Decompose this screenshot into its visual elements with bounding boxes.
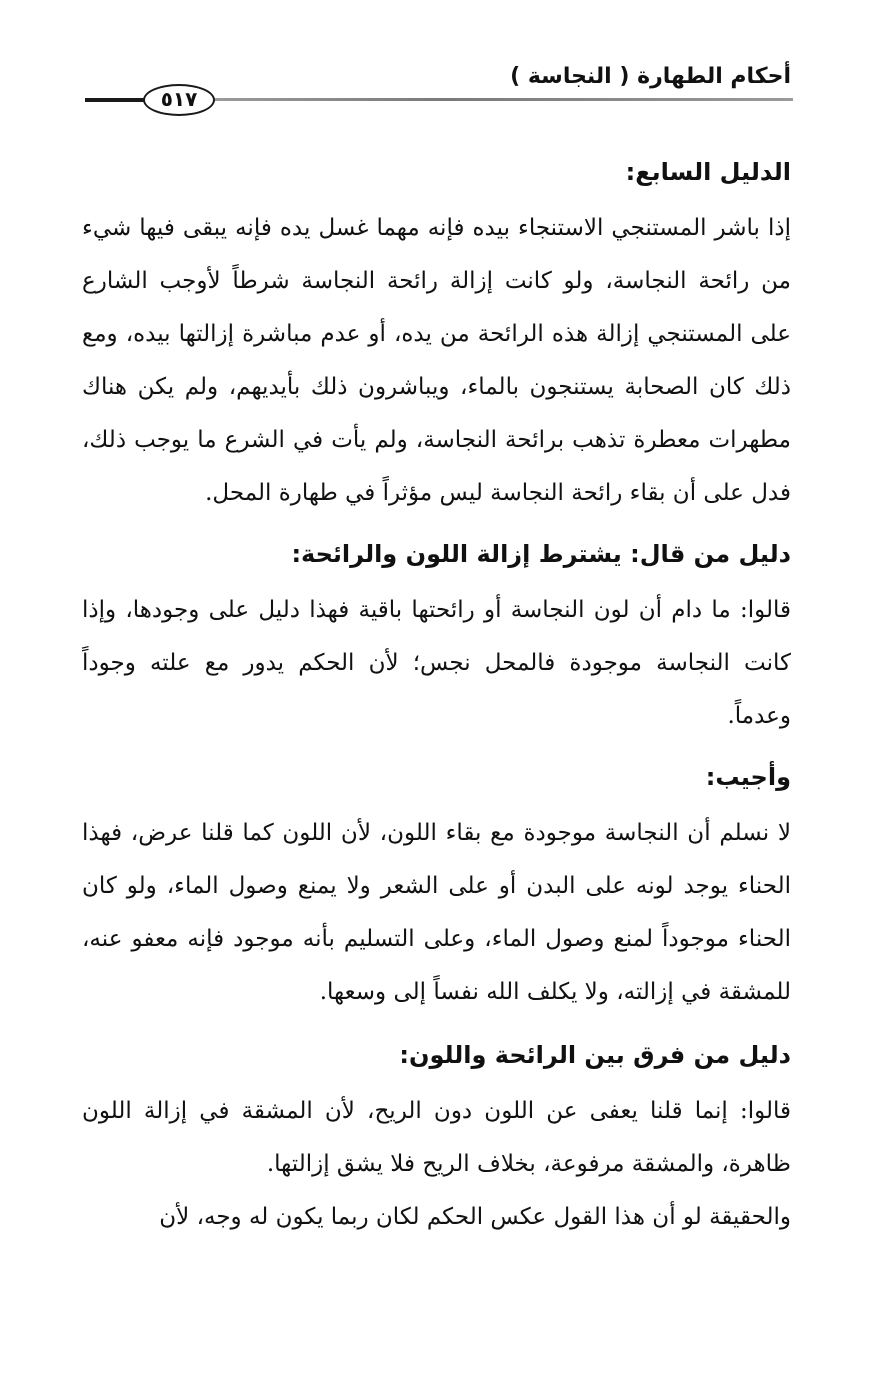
section-heading-distinction: دليل من فرق بين الرائحة واللون:: [399, 1041, 791, 1069]
header-rule-accent: [85, 98, 147, 102]
page-number: ٥١٧: [143, 84, 215, 116]
page-body: [82, 150, 791, 1244]
paragraph: إذا باشر المستنجي الاستنجاء بيده فإنه مهما غسل يده فإنه يبقى فيها شيء من رائحة النجاسة، ولو كانت إزالة رائحة النجاسة شرطاً لأوجب الشارع على المستنجي إزالة هذه الرائحة من يده، أو عدم مباشرة إزالتها بيده، ومع ذلك كان الصحابة يستنجون بالماء، ويباشرون ذلك بأيديهم، ولم يكن هناك مطهرات معطرة تذهب برائحة النجاسة، ولم يأت في الشرع ما يوجب ذلك، فدل على أن بقاء رائحة النجاسة ليس مؤثراً في طهارة المحل.: [82, 215, 791, 506]
paragraph: قالوا: ما دام أن لون النجاسة أو رائحتها باقية فهذا دليل على وجودها، وإذا كانت النجاسة موجودة فالمحل نجس؛ لأن الحكم يدور مع علته وجوداً وعدماً.: [82, 597, 791, 729]
section-heading-seventh-evidence: الدليل السابع:: [625, 158, 791, 186]
section-heading-reply: وأجيب:: [705, 763, 791, 791]
section-heading-color-and-smell: دليل من قال: يشترط إزالة اللون والرائحة:: [291, 540, 791, 568]
running-title: أحكام الطهارة ( النجاسة ): [510, 64, 791, 89]
paragraph: لا نسلم أن النجاسة موجودة مع بقاء اللون، لأن اللون كما قلنا عرض، فهذا الحناء يوجد لونه على البدن أو على الشعر ولا يمنع وصول الماء، ولو كان الحناء موجوداً لمنع وصول الماء، وعلى التسليم بأنه موجود فإنه معفو عنه، للمشقة في إزالته، ولا يكلف الله نفساً إلى وسعها.: [82, 820, 791, 1005]
header-rule: [215, 98, 793, 101]
paragraph: قالوا: إنما قلنا يعفى عن اللون دون الريح، لأن المشقة في إزالة اللون ظاهرة، والمشقة مرفوعة، بخلاف الريح فلا يشق إزالتها.: [82, 1098, 791, 1177]
paragraph: والحقيقة لو أن هذا القول عكس الحكم لكان ربما يكون له وجه، لأن: [159, 1204, 791, 1230]
